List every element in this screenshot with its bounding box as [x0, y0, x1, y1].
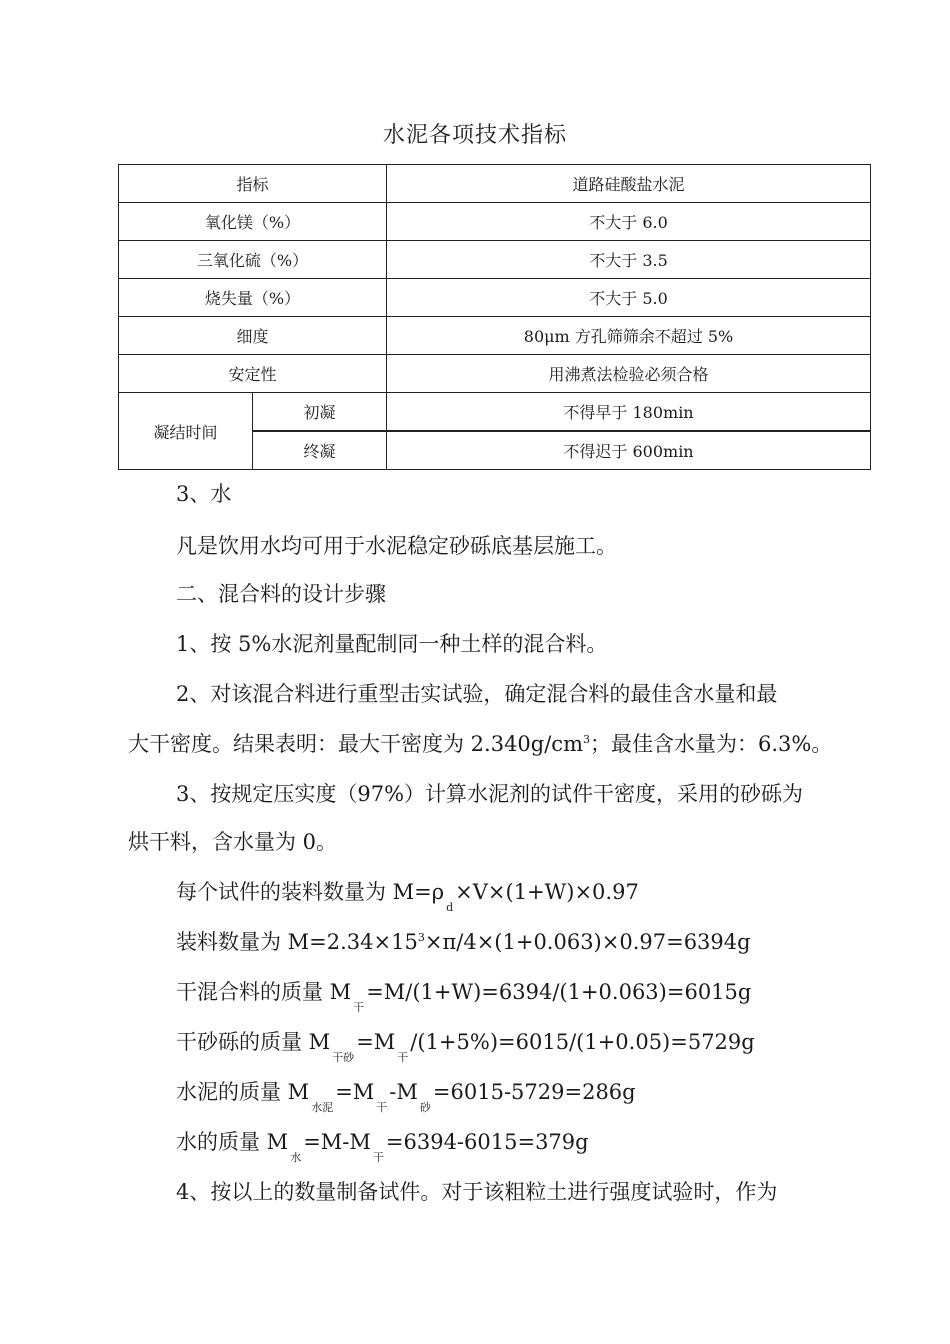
setting-time-label: 凝结时间: [119, 393, 253, 470]
step-3-line-2: 烘干料，含水量为 0。: [128, 830, 338, 854]
formula-3-subscript: 干: [353, 1001, 365, 1014]
table-row: [119, 241, 871, 279]
table-row: [119, 279, 871, 317]
formula-5-subscript-2: 干: [376, 1101, 388, 1114]
row-indicator: 三氧化硫（%）: [119, 241, 387, 279]
header-indicator: 指标: [119, 165, 387, 203]
formula-2-text-a: 装料数量为 M=2.34×15: [176, 930, 418, 954]
formula-6-text-b: =M-M: [303, 1130, 371, 1154]
formula-3-text-a: 干混合料的质量 M: [176, 980, 352, 1004]
table-row: [119, 203, 871, 241]
formula-5: [128, 1080, 918, 1114]
formula-1-subscript: d: [446, 901, 454, 914]
formula-4-subscript-1: 干砂: [332, 1051, 355, 1064]
row-value: 不大于 6.0: [387, 203, 871, 241]
formula-4-subscript-2: 干: [397, 1051, 409, 1064]
formula-5-text-c: -M: [389, 1080, 418, 1104]
table-row: [119, 355, 871, 393]
table-header-row: [119, 165, 871, 203]
final-setting-value: 不得迟于 600min: [387, 431, 871, 470]
formula-3: [128, 980, 918, 1014]
row-indicator: 氧化镁（%）: [119, 203, 387, 241]
formula-6-text-c: =6394-6015=379g: [385, 1130, 589, 1154]
formula-4-text-a: 干砂砾的质量 M: [176, 1030, 331, 1054]
step-4-line-1: 4、按以上的数量制备试件。对于该粗粒土进行强度试验时，作为: [176, 1180, 778, 1204]
final-setting-label: 终凝: [253, 431, 387, 470]
row-value: 不大于 3.5: [387, 241, 871, 279]
step-2-line-2: [128, 732, 870, 760]
formula-4-text-c: /(1+5%)=6015/(1+0.05)=5729g: [410, 1030, 755, 1054]
row-indicator: 烧失量（%）: [119, 279, 387, 317]
formula-2-superscript: 3: [417, 931, 425, 944]
cement-spec-table: [118, 164, 871, 470]
formula-5-subscript-1: 水泥: [311, 1101, 334, 1114]
step-1: 1、按 5%水泥剂量配制同一种土样的混合料。: [176, 632, 608, 656]
formula-6: [128, 1130, 918, 1164]
table-row: [119, 317, 871, 355]
formula-5-text-d: =6015-5729=286g: [432, 1080, 636, 1104]
formula-5-text-b: =M: [335, 1080, 375, 1104]
header-value: 道路硅酸盐水泥: [387, 165, 871, 203]
formula-5-text-a: 水泥的质量 M: [176, 1080, 310, 1104]
water-heading: 3、水: [176, 482, 232, 506]
design-heading: 二、混合料的设计步骤: [176, 582, 386, 606]
row-indicator: 安定性: [119, 355, 387, 393]
step-3-line-1: 3、按规定压实度（97%）计算水泥剂的试件干密度，采用的砂砾为: [176, 782, 804, 806]
row-indicator: 细度: [119, 317, 387, 355]
formula-6-subscript-2: 干: [372, 1151, 384, 1164]
step-2-superscript: 3: [583, 733, 590, 746]
formula-5-subscript-3: 砂: [419, 1101, 431, 1114]
formula-3-text-b: =M/(1+W)=6394/(1+0.063)=6015g: [366, 980, 752, 1004]
table-row: [119, 393, 871, 432]
formula-1-text-b: ×V×(1+W)×0.97: [455, 880, 639, 904]
formula-4-text-b: =M: [356, 1030, 396, 1054]
step-2-text-a: 大干密度。结果表明：最大干密度为 2.340g/cm: [128, 732, 583, 756]
row-value: 用沸煮法检验必须合格: [387, 355, 871, 393]
step-2-text-b: ；最佳含水量为：6.3%。: [590, 732, 833, 756]
formula-4: [128, 1030, 918, 1064]
initial-setting-label: 初凝: [253, 393, 387, 432]
formula-6-subscript-1: 水: [290, 1151, 302, 1164]
initial-setting-value: 不得早于 180min: [387, 393, 871, 432]
water-paragraph: 凡是饮用水均可用于水泥稳定砂砾底基层施工。: [176, 534, 617, 558]
formula-1-text-a: 每个试件的装料数量为 M=ρ: [176, 880, 445, 904]
formula-6-text-a: 水的质量 M: [176, 1130, 289, 1154]
formula-2: [128, 930, 918, 958]
page-title: 水泥各项技术指标: [382, 123, 567, 148]
row-value: 80μm 方孔筛筛余不超过 5%: [387, 317, 871, 355]
formula-1: [128, 880, 918, 914]
formula-2-text-b: ×π/4×(1+0.063)×0.97=6394g: [424, 930, 751, 954]
step-2-line-1: 2、对该混合料进行重型击实试验，确定混合料的最佳含水量和最: [176, 682, 778, 706]
row-value: 不大于 5.0: [387, 279, 871, 317]
